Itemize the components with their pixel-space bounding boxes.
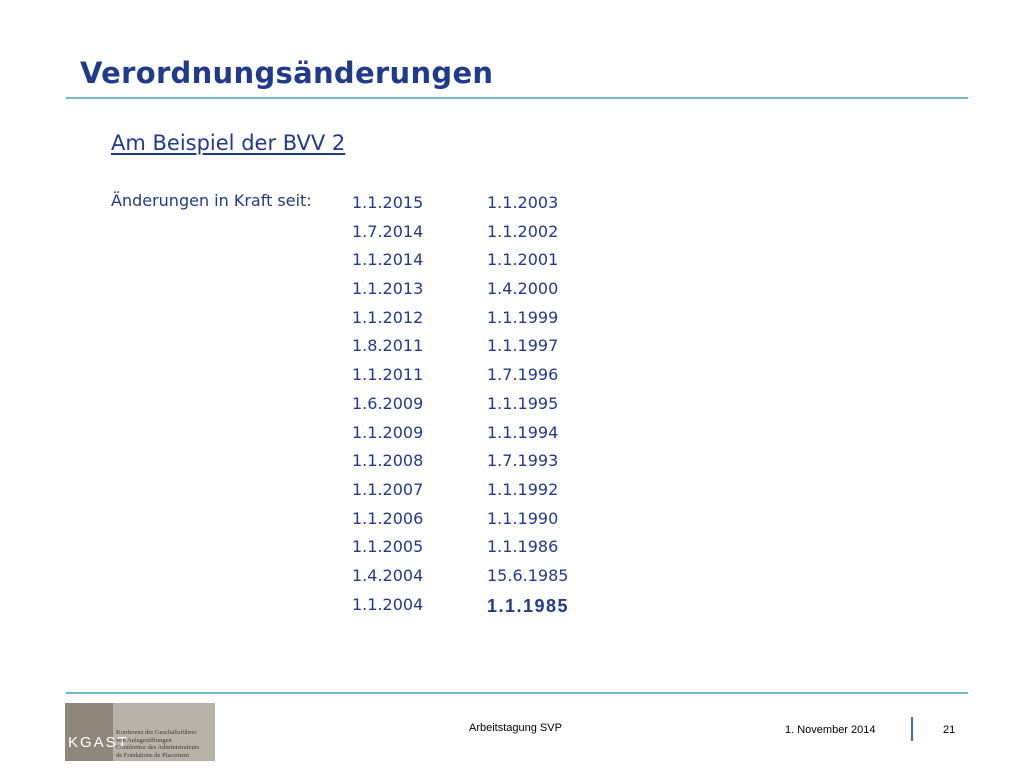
logo-line: von Anlagestiftungen (116, 736, 172, 744)
footer-divider (66, 692, 968, 694)
date-entry: 15.6.1985 (487, 565, 569, 585)
date-entry: 1.1.2005 (352, 537, 424, 557)
date-entry: 1.7.1993 (487, 451, 559, 471)
date-entry: 1.7.2014 (352, 221, 424, 241)
footer-event: Arbeitstagung SVP (469, 722, 562, 734)
date-entry: 1.1.2013 (352, 279, 424, 299)
logo-line: Konferenz der Geschäftsführer (116, 729, 197, 736)
date-entry: 1.1.2006 (352, 508, 424, 528)
kgast-logo-lettering: KGAST (68, 734, 129, 751)
logo-line: Conférence des Administrateurs (116, 744, 200, 751)
footer-date: 1. November 2014 (785, 724, 876, 736)
dates-column-1 (352, 192, 423, 622)
subtitle: Am Beispiel der BVV 2 (111, 131, 346, 155)
logo-line: de Fondations de Placement (116, 751, 190, 759)
date-entry: 1.1.2009 (352, 422, 424, 442)
date-entry: 1.1.1985 (487, 595, 570, 616)
date-entry: 1.1.1997 (487, 336, 559, 356)
date-entry: 1.1.2011 (352, 365, 424, 385)
footer-separator (911, 717, 913, 741)
kgast-logo-mark (65, 703, 129, 761)
date-entry: 1.1.2014 (352, 250, 424, 270)
date-entry: 1.1.1999 (487, 307, 559, 327)
date-entry: 1.1.2008 (352, 451, 424, 471)
date-entry: 1.1.2003 (487, 193, 559, 212)
date-entry: 1.1.2001 (487, 250, 559, 270)
date-entry: 1.1.2012 (352, 307, 424, 327)
kgast-logo-text (116, 729, 213, 759)
date-entry: 1.4.2004 (352, 565, 424, 585)
date-entry: 1.1.1986 (487, 537, 559, 557)
date-entry: 1.1.2002 (487, 221, 559, 241)
date-entry: 1.1.2004 (352, 594, 424, 614)
date-entry: 1.1.2015 (352, 193, 424, 212)
title-divider (66, 97, 968, 99)
date-entry: 1.6.2009 (352, 393, 424, 413)
date-entry: 1.4.2000 (487, 279, 559, 299)
date-entry: 1.1.2007 (352, 479, 424, 499)
date-entry: 1.7.1996 (487, 365, 559, 385)
changes-label: Änderungen in Kraft seit: (111, 191, 312, 210)
date-entry: 1.8.2011 (352, 336, 424, 356)
page-number: 21 (943, 724, 956, 736)
date-entry: 1.1.1992 (487, 479, 559, 499)
dates-column-2 (487, 192, 569, 622)
kgast-logo (65, 703, 215, 761)
date-entry: 1.1.1995 (487, 393, 559, 413)
page-title: Verordnungsänderungen (80, 56, 494, 90)
date-entry: 1.1.1994 (487, 422, 559, 442)
date-entry: 1.1.1990 (487, 508, 559, 528)
